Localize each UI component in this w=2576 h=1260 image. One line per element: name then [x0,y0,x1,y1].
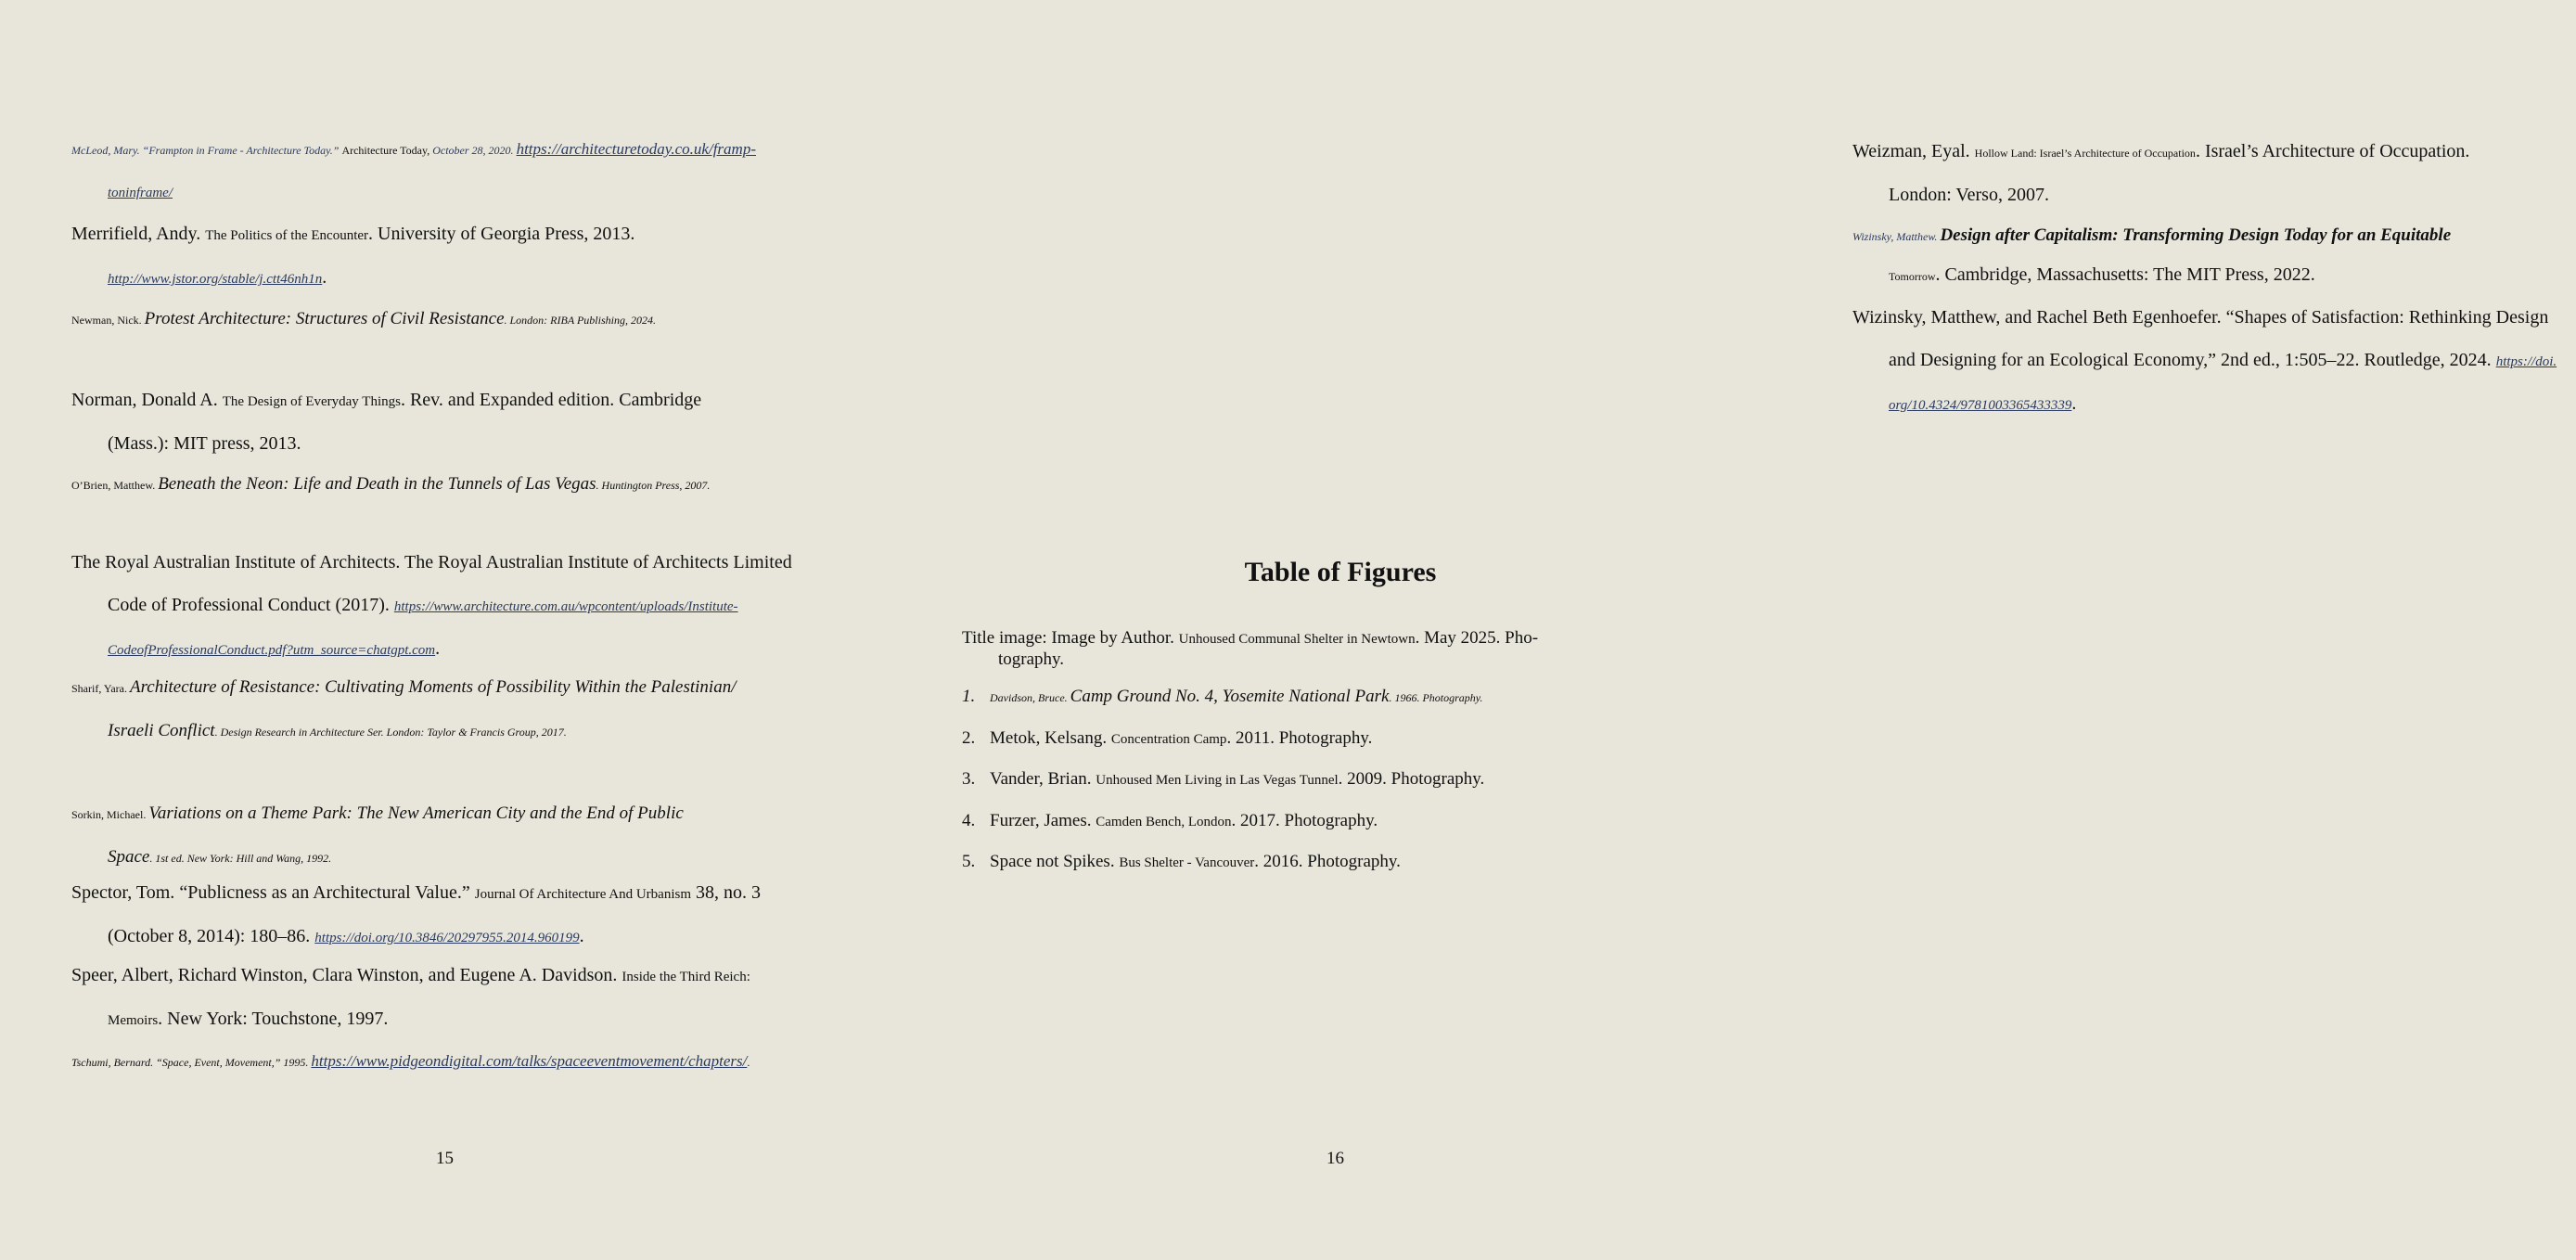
table-of-figures-heading: Table of Figures [1244,557,1437,587]
bib-title: Beneath the Neon: Life and Death in the Tunnels of Las Vegas [158,474,596,494]
bib-author: Sorkin, Michael. [71,808,149,821]
bib-author: Spector, Tom. [71,882,180,903]
title-image-caption [962,628,1630,670]
bib-entry-spector [71,872,795,959]
bib-rest: . Israel’s Architecture of Occupation. [2195,141,2470,161]
page-number-right: 16 [1326,1149,1344,1168]
figure-title: Unhoused Men Living in Las Vegas Tunnel [1096,773,1339,788]
title-image-rest: . May 2025. Pho- [1415,628,1539,648]
bib-entry-obrien [71,463,795,507]
bib-title: “Space, Event, Movement,” 1995. [156,1056,312,1069]
bib-url-link-cont[interactable]: org/10.4324/9781003365433339 [1889,398,2072,413]
figure-item-5 [962,852,1630,873]
bib-author: O’Brien, Matthew. [71,479,159,492]
figure-rest: . 2009. Photography. [1338,769,1485,789]
bib-entry-sorkin [71,792,795,880]
bib-author: Wizinsky, Matthew. [1852,230,1941,243]
figure-rest: . 2017. Photography. [1231,811,1378,830]
left-page [0,0,891,1260]
figure-title: Camden Bench, London [1096,815,1232,829]
figure-author: Metok, Kelsang. [990,728,1111,748]
bib-line: The Royal Australian Institute of Architects. The Royal Australian Institute of Architects Limited [71,552,792,572]
bib-title-cont: Memoirs [108,1013,159,1028]
bib-rest-cont: (October 8, 2014): 180–86. [108,926,315,946]
bib-title: “Publicness as an Architectural Value.” [179,882,475,903]
bib-url-link[interactable]: http://www.jstor.org/stable/j.ctt46nh1n [108,272,323,287]
bib-title: The Design of Everyday Things [222,394,401,409]
bib-end: . [2071,393,2077,414]
figure-item-4 [962,811,1630,832]
bib-author: Sharif, Yara. [71,682,130,695]
bib-url-link[interactable]: https://architecturetoday.co.uk/framp- [516,140,756,158]
page-number-left: 15 [436,1149,454,1168]
bib-entry-norman [71,379,795,465]
bib-url-link-cont[interactable]: CodeofProfessionalConduct.pdf?utm_source=chatgpt.com [108,643,436,658]
bib-url-link[interactable]: https://www.pidgeondigital.com/talks/spaceeventmovement/chapters/ [311,1052,748,1070]
bib-title: Design after Capitalism: Transforming Design Today for an Equitable [1940,225,2452,245]
bib-entry-raia [71,542,795,672]
bib-date: October 28, 2020. [432,144,517,157]
figure-author: Davidson, Bruce. [990,691,1070,704]
bib-rest-cont: (Mass.): MIT press, 2013. [108,433,301,454]
bib-url-link[interactable]: https://www.architecture.com.au/wpcontent/uploads/Institute- [393,599,738,614]
figure-title: Bus Shelter - Vancouver [1119,855,1255,870]
bib-line: Wizinsky, Matthew, and Rachel Beth Egenhoefer. “Shapes of Satisfaction: Rethinking Design [1852,307,2549,328]
bib-title-cont: Israeli Conflict [108,721,215,740]
bib-rest: . 1st ed. New York: Hill and Wang, 1992. [149,852,332,865]
figure-item-3 [962,769,1630,791]
bib-url-link[interactable]: https://doi. [2495,354,2557,369]
bib-title: Inside the Third Reich: [622,970,750,984]
bib-line-cont: and Designing for an Ecological Economy,” 2nd ed., 1:505–22. Routledge, 2024. [1889,350,2496,370]
bib-end: . [322,267,327,288]
figure-item-1 [962,687,1630,708]
bib-rest: . London: RIBA Publishing, 2024. [504,314,656,327]
figure-author: Furzer, James. [990,811,1096,830]
bib-source: Architecture Today, [341,144,433,157]
bib-title: Architecture of Resistance: Cultivating Moments of Possibility Within the Palestinian/ [130,677,737,697]
bib-rest: . Rev. and Expanded edition. Cambridge [400,390,702,410]
figure-rest: . 2011. Photography. [1226,728,1373,748]
bib-rest: . Huntington Press, 2007. [596,479,711,492]
bib-entry-sharif [71,666,795,753]
bib-entry-newman [71,298,795,341]
figure-number: 1. [962,687,976,706]
bib-end: . [579,926,584,946]
bib-entry-speer [71,955,795,1042]
bib-entry-merrifield [71,213,795,301]
figure-item-2 [962,728,1630,750]
bib-end: . [435,638,441,659]
bib-author: Norman, Donald A. [71,390,223,410]
bib-title: Variations on a Theme Park: The New American City and the End of Public [148,804,684,823]
bib-rest: . University of Georgia Press, 2013. [368,224,635,244]
figure-author: Space not Spikes. [990,852,1120,871]
bib-entry-tschumi [71,1040,795,1084]
bib-rest: 38, no. 3 [691,882,762,903]
figure-rest: . 2016. Photography. [1254,852,1401,871]
figure-number: 5. [962,852,976,871]
bib-entry-mcleod [71,128,795,214]
bib-title: “Frampton in Frame - Architecture Today.” [142,144,342,157]
figure-rest: . 1966. Photography. [1389,691,1483,704]
figure-number: 2. [962,728,976,748]
bib-title: Protest Architecture: Structures of Civil Resistance [144,309,505,328]
bib-journal: Journal Of Architecture And Urbanism [474,887,692,902]
bib-url-link-cont[interactable]: toninframe/ [108,186,173,200]
bib-line-cont: Code of Professional Conduct (2017). [108,595,394,615]
bib-title: Hollow Land: Israel’s Architecture of Occupation [1974,147,2196,160]
bib-title: The Politics of the Encounter [205,228,369,243]
bib-author: Tschumi, Bernard. [71,1056,157,1069]
bib-author: McLeod, Mary. [71,144,143,157]
bib-title-cont: Tomorrow [1889,270,1936,283]
bib-author: Merrifield, Andy. [71,224,206,244]
title-image-title: Unhoused Communal Shelter in Newtown [1178,632,1416,647]
title-image-rest-cont: tography. [998,649,1065,669]
figure-number: 3. [962,769,976,789]
bib-author: Speer, Albert, Richard Winston, Clara Winston, and Eugene A. Davidson. [71,965,622,985]
title-image-lead: Title image: Image by Author. [962,628,1179,648]
bib-url-link[interactable]: https://doi.org/10.3846/20297955.2014.960199 [314,931,580,945]
figure-title: Concentration Camp [1110,732,1227,747]
figure-number: 4. [962,811,976,830]
bib-end: . [747,1056,750,1069]
bib-rest-cont: London: Verso, 2007. [1889,185,2049,205]
bib-entry-wizinsky [1852,214,2576,298]
bib-title-cont: Space [108,847,150,867]
bib-author: Newman, Nick. [71,314,145,327]
bib-author: Weizman, Eyal. [1852,141,1975,161]
bib-rest: . Cambridge, Massachusetts: The MIT Press, 2022. [1935,264,2315,285]
figure-author: Vander, Brian. [990,769,1096,789]
figure-title: Camp Ground No. 4, Yosemite National Park [1070,687,1390,706]
bib-rest: . New York: Touchstone, 1997. [158,1009,389,1029]
bib-entry-wizinsky-egenhoefer [1852,297,2576,427]
bib-entry-weizman [1852,131,2576,216]
bib-rest: . Design Research in Architecture Ser. London: Taylor & Francis Group, 2017. [214,726,567,739]
